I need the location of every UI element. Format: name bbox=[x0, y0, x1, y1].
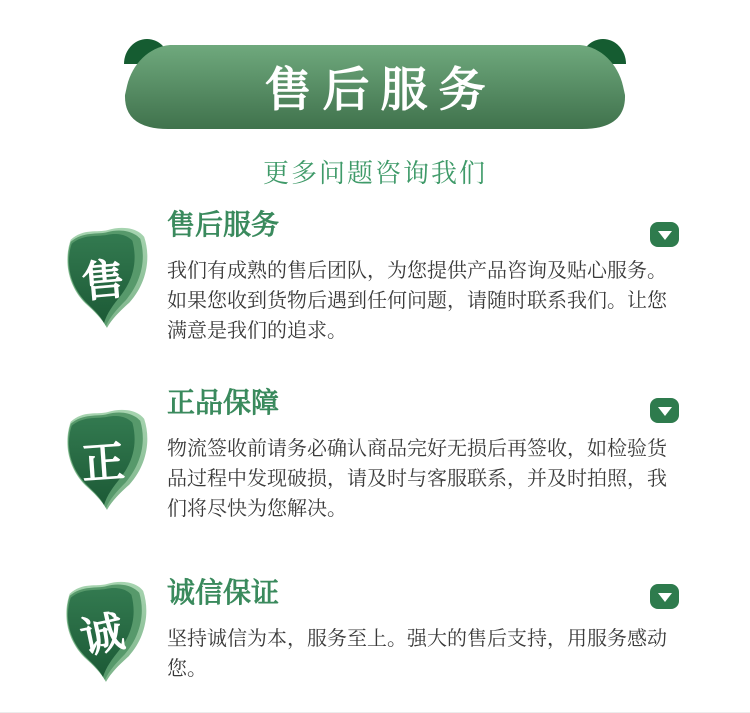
badge-char: 诚 bbox=[76, 607, 129, 664]
section-title: 正品保障 bbox=[167, 387, 280, 418]
badge-char: 售 bbox=[79, 255, 127, 308]
banner-ribbon bbox=[124, 37, 626, 134]
section-body: 我们有成熟的售后团队，为您提供产品咨询及贴心服务。如果您收到货物后遇到任何问题，请随时联系我们。让您满意是我们的追求。 bbox=[167, 260, 667, 342]
badge-shield-icon bbox=[57, 572, 151, 688]
badge-shield-icon bbox=[58, 400, 152, 516]
section-title: 售后服务 bbox=[167, 209, 280, 240]
section-collapse-button[interactable] bbox=[650, 222, 679, 247]
section-collapse-button[interactable] bbox=[650, 584, 679, 609]
section-collapse-button[interactable] bbox=[650, 398, 679, 423]
badge-char: 正 bbox=[80, 438, 127, 490]
section-body: 坚持诚信为本，服务至上。强大的售后支持，用服务感动您。 bbox=[167, 628, 667, 680]
subtitle: 更多问题咨询我们 bbox=[262, 158, 487, 188]
section-title: 诚信保证 bbox=[167, 577, 280, 608]
chevron-down-icon bbox=[658, 407, 672, 416]
service-section-after-sales bbox=[167, 210, 672, 346]
chevron-down-icon bbox=[658, 593, 672, 602]
page-title: 售后服务 bbox=[264, 63, 497, 116]
service-section-genuine-guarantee bbox=[167, 388, 672, 524]
service-section-integrity bbox=[167, 578, 672, 684]
chevron-down-icon bbox=[658, 231, 672, 240]
section-body: 物流签收前请务必确认商品完好无损后再签收，如检验货品过程中发现破损，请及时与客服联系，并及时拍照，我们将尽快为您解决。 bbox=[167, 438, 667, 520]
badge-shield-icon bbox=[58, 218, 152, 334]
